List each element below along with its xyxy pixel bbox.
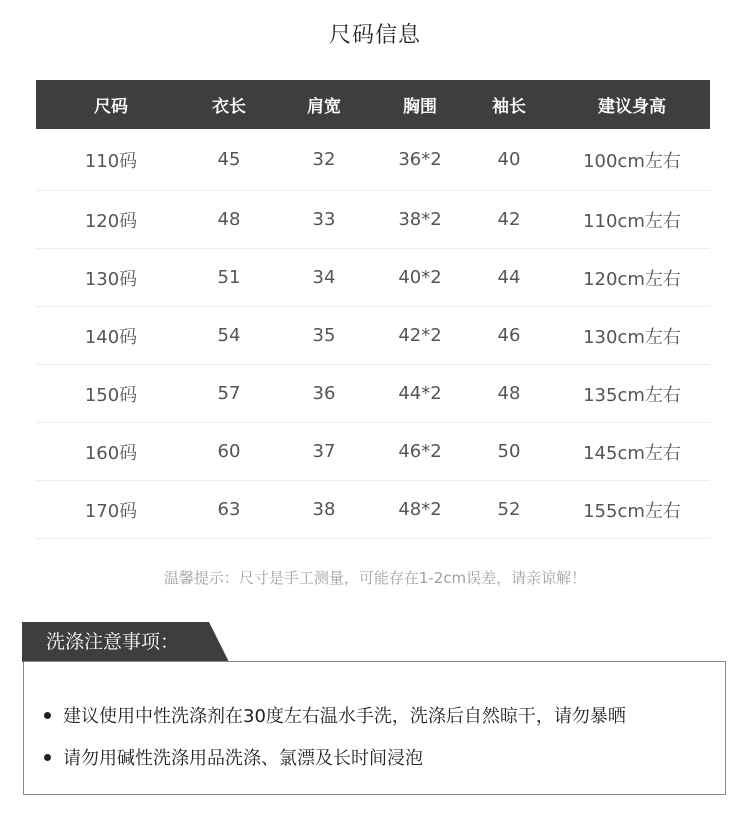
cell-length: 48 bbox=[217, 209, 241, 230]
care-item-text: 请勿用碱性洗涤用品洗涤、氯漂及长时间浸泡 bbox=[63, 748, 423, 769]
size-table-header bbox=[36, 80, 710, 129]
table-row bbox=[36, 249, 710, 307]
cell-length: 63 bbox=[217, 499, 241, 520]
table-row bbox=[36, 481, 710, 539]
cell-shoulder: 32 bbox=[312, 149, 336, 170]
care-item-text: 建议使用中性洗涤剂在30度左右温水手洗，洗涤后自然晾干，请勿暴晒 bbox=[63, 706, 626, 727]
cell-sleeve: 48 bbox=[497, 383, 521, 404]
bullet-icon bbox=[44, 712, 51, 719]
cell-length: 60 bbox=[217, 441, 241, 462]
care-box bbox=[23, 661, 726, 795]
header-length: 衣长 bbox=[212, 97, 246, 117]
table-row bbox=[36, 307, 710, 365]
cell-size: 140码 bbox=[84, 326, 138, 348]
table-row bbox=[36, 365, 710, 423]
page-title: 尺码信息 bbox=[328, 23, 421, 48]
cell-chest: 42*2 bbox=[398, 325, 442, 346]
cell-sleeve: 52 bbox=[497, 499, 521, 520]
cell-chest: 44*2 bbox=[398, 383, 442, 404]
care-section-title: 洗涤注意事项： bbox=[46, 631, 180, 653]
cell-size: 130码 bbox=[84, 268, 138, 290]
header-size: 尺码 bbox=[94, 97, 128, 117]
cell-chest: 38*2 bbox=[398, 209, 442, 230]
cell-size: 110码 bbox=[84, 150, 138, 172]
cell-height: 120cm左右 bbox=[583, 268, 681, 290]
cell-chest: 46*2 bbox=[398, 441, 442, 462]
cell-size: 170码 bbox=[84, 500, 138, 522]
cell-shoulder: 38 bbox=[312, 499, 336, 520]
cell-height: 100cm左右 bbox=[583, 150, 681, 172]
cell-chest: 36*2 bbox=[398, 149, 442, 170]
header-shoulder: 肩宽 bbox=[307, 97, 341, 117]
header-height: 建议身高 bbox=[598, 97, 666, 117]
measurement-tip: 温馨提示：尺寸是手工测量，可能存在1-2cm误差，请亲谅解！ bbox=[163, 569, 587, 587]
care-item bbox=[44, 744, 423, 770]
cell-height: 110cm左右 bbox=[583, 210, 681, 232]
cell-chest: 40*2 bbox=[398, 267, 442, 288]
cell-shoulder: 37 bbox=[312, 441, 336, 462]
cell-length: 45 bbox=[217, 149, 241, 170]
cell-shoulder: 35 bbox=[312, 325, 336, 346]
cell-height: 130cm左右 bbox=[583, 326, 681, 348]
cell-shoulder: 33 bbox=[312, 209, 336, 230]
header-chest: 胸围 bbox=[403, 97, 437, 117]
size-table bbox=[36, 80, 710, 539]
cell-shoulder: 36 bbox=[312, 383, 336, 404]
cell-sleeve: 50 bbox=[497, 441, 521, 462]
care-section-tab bbox=[22, 622, 229, 662]
cell-shoulder: 34 bbox=[312, 267, 336, 288]
cell-size: 120码 bbox=[84, 210, 138, 232]
care-item bbox=[44, 702, 626, 728]
cell-chest: 48*2 bbox=[398, 499, 442, 520]
cell-length: 54 bbox=[217, 325, 241, 346]
cell-height: 155cm左右 bbox=[583, 500, 681, 522]
cell-size: 150码 bbox=[84, 384, 138, 406]
table-row bbox=[36, 423, 710, 481]
cell-sleeve: 42 bbox=[497, 209, 521, 230]
table-row bbox=[36, 129, 710, 191]
cell-height: 145cm左右 bbox=[583, 442, 681, 464]
cell-size: 160码 bbox=[84, 442, 138, 464]
table-row bbox=[36, 191, 710, 249]
cell-sleeve: 40 bbox=[497, 149, 521, 170]
cell-height: 135cm左右 bbox=[583, 384, 681, 406]
cell-sleeve: 46 bbox=[497, 325, 521, 346]
cell-sleeve: 44 bbox=[497, 267, 521, 288]
cell-length: 51 bbox=[217, 267, 241, 288]
cell-length: 57 bbox=[217, 383, 241, 404]
header-sleeve: 袖长 bbox=[492, 97, 526, 117]
bullet-icon bbox=[44, 754, 51, 761]
